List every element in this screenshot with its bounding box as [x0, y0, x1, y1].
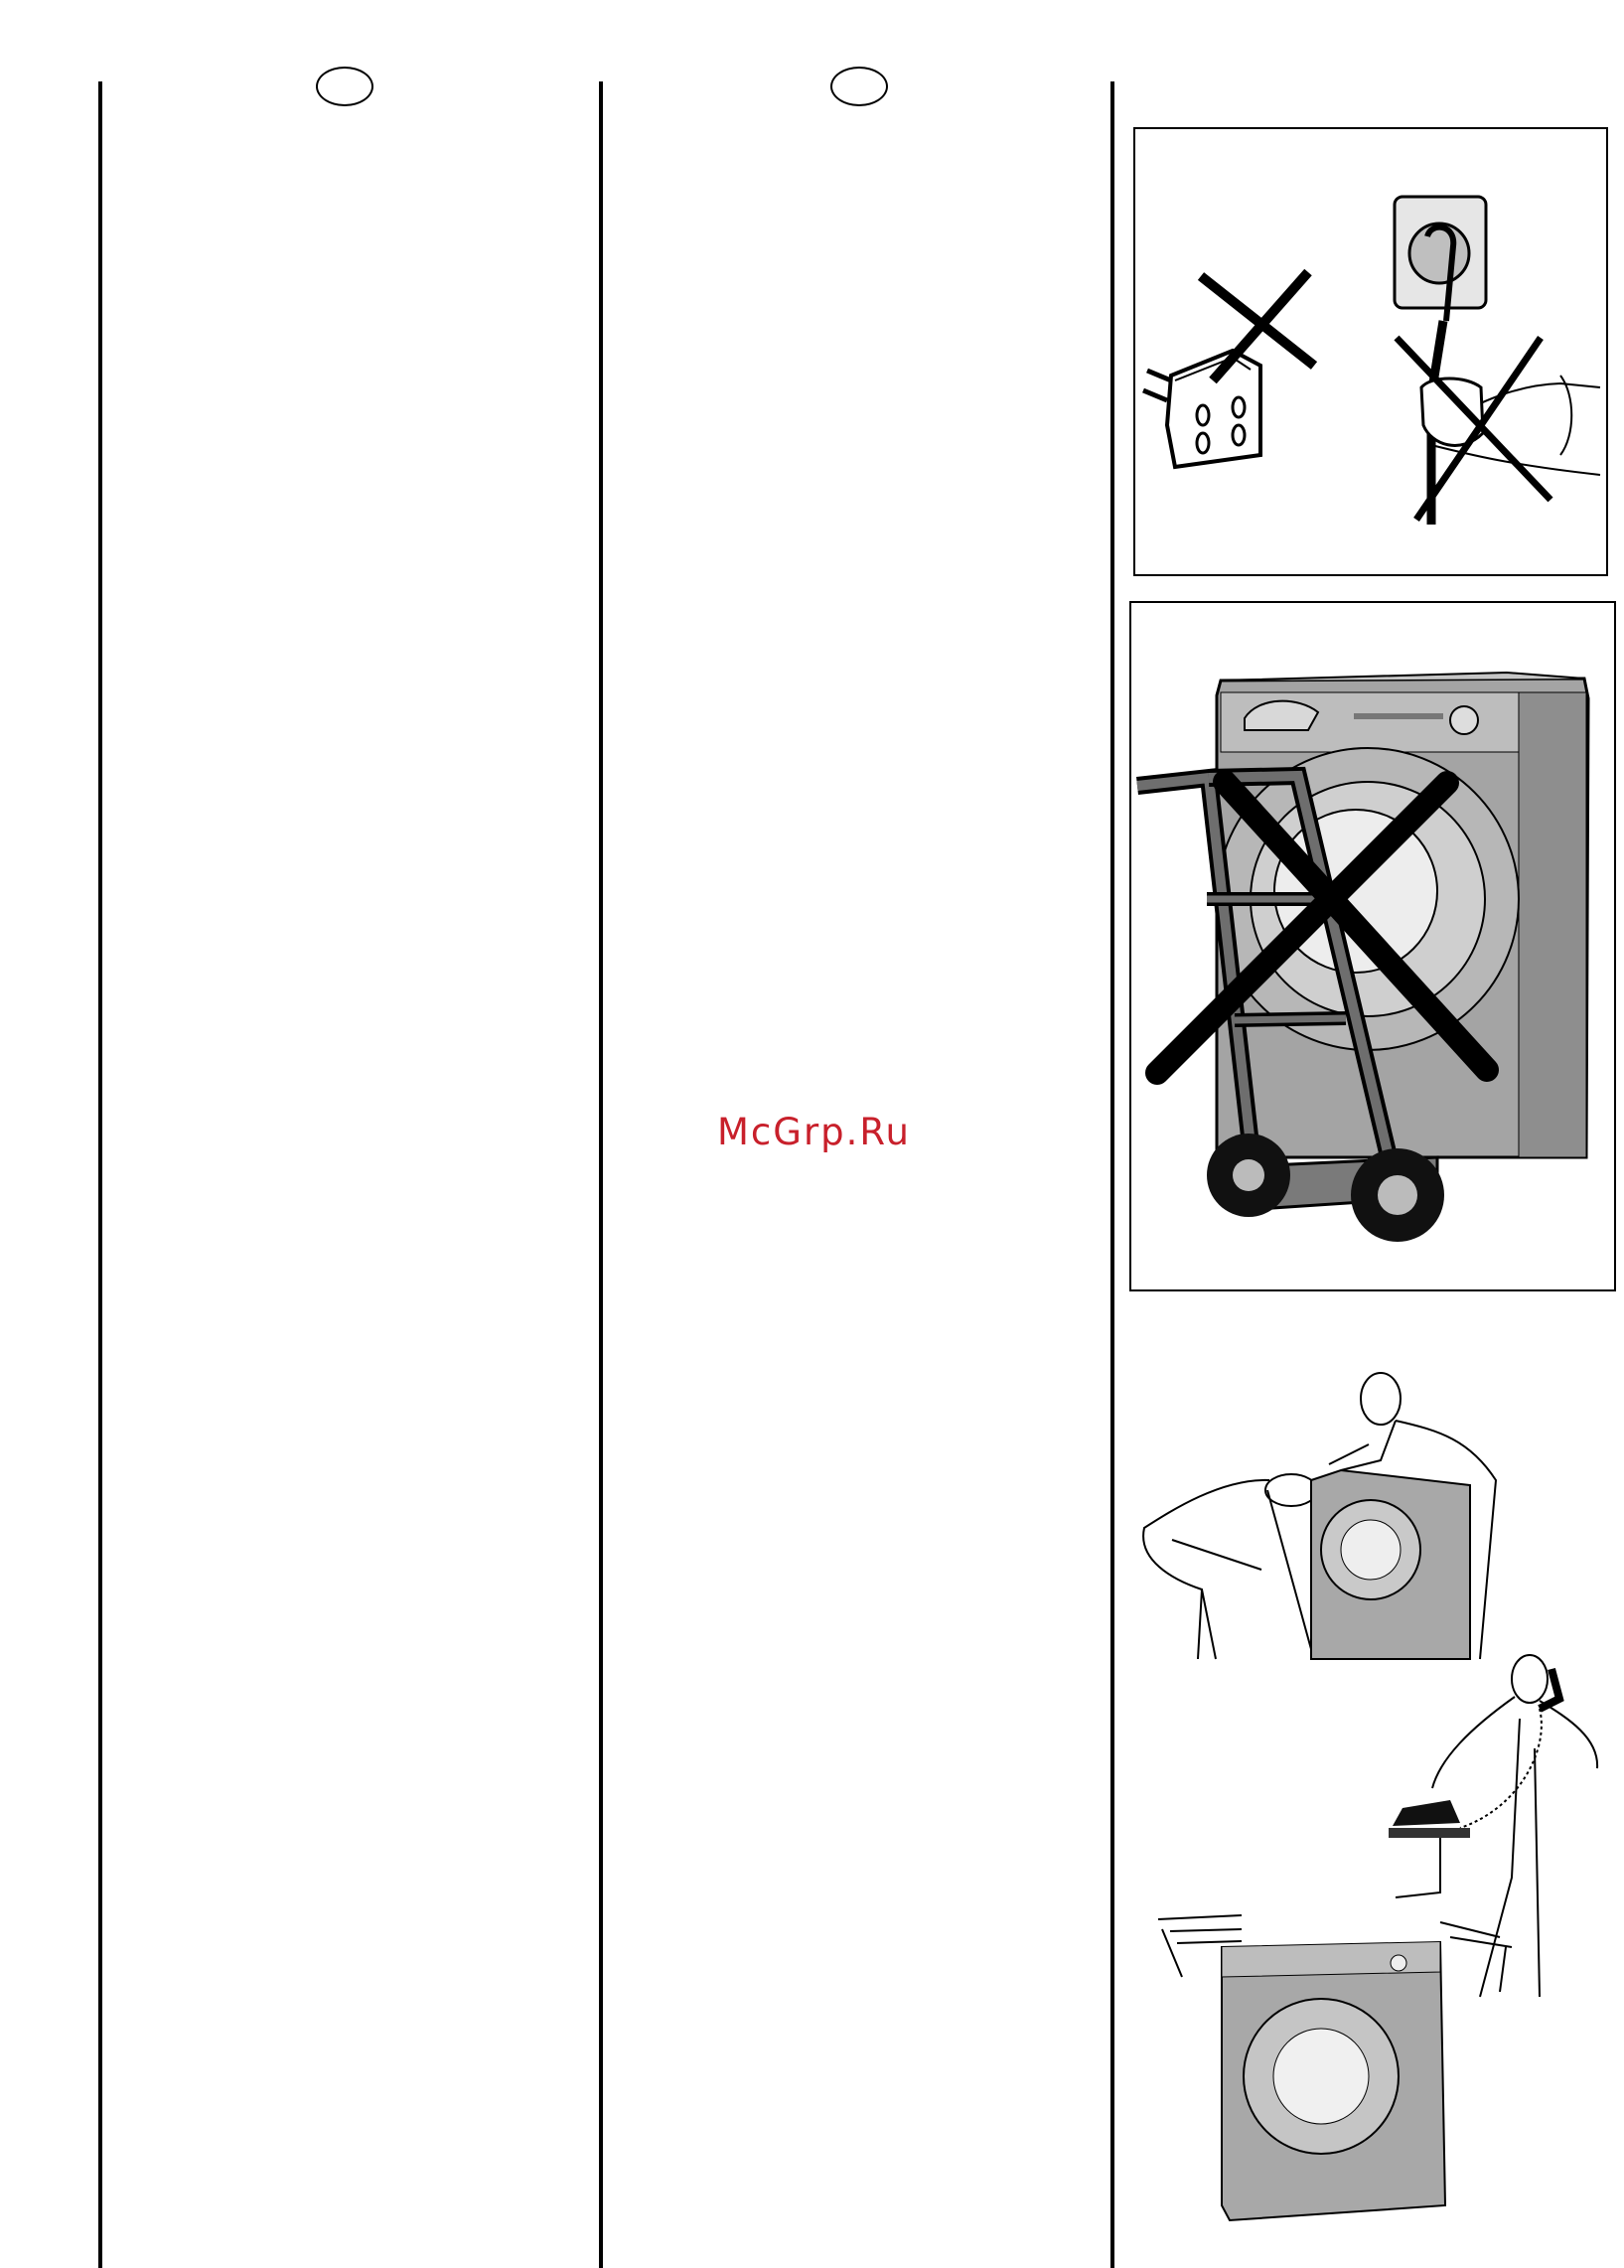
washing-machine-icon — [1217, 673, 1588, 1157]
language-marker-middle — [830, 67, 888, 106]
illustration-two-person-lift — [1142, 1361, 1579, 1669]
washing-machine-icon — [1222, 1942, 1445, 2220]
watermark: McGrp.Ru — [717, 1111, 911, 1153]
column-rule-left — [98, 81, 102, 2268]
iron-icon — [1389, 1800, 1470, 1897]
language-marker-left — [316, 67, 373, 106]
illustration-plug-warnings — [1133, 127, 1608, 576]
person-on-phone-icon — [1432, 1655, 1597, 1997]
illustration-no-hand-truck — [1129, 601, 1616, 1291]
washing-machine-icon — [1311, 1470, 1470, 1659]
illustration-heat-sources — [1142, 1649, 1609, 2225]
column-rule-middle — [599, 81, 603, 2268]
column-rule-right — [1110, 81, 1114, 2268]
